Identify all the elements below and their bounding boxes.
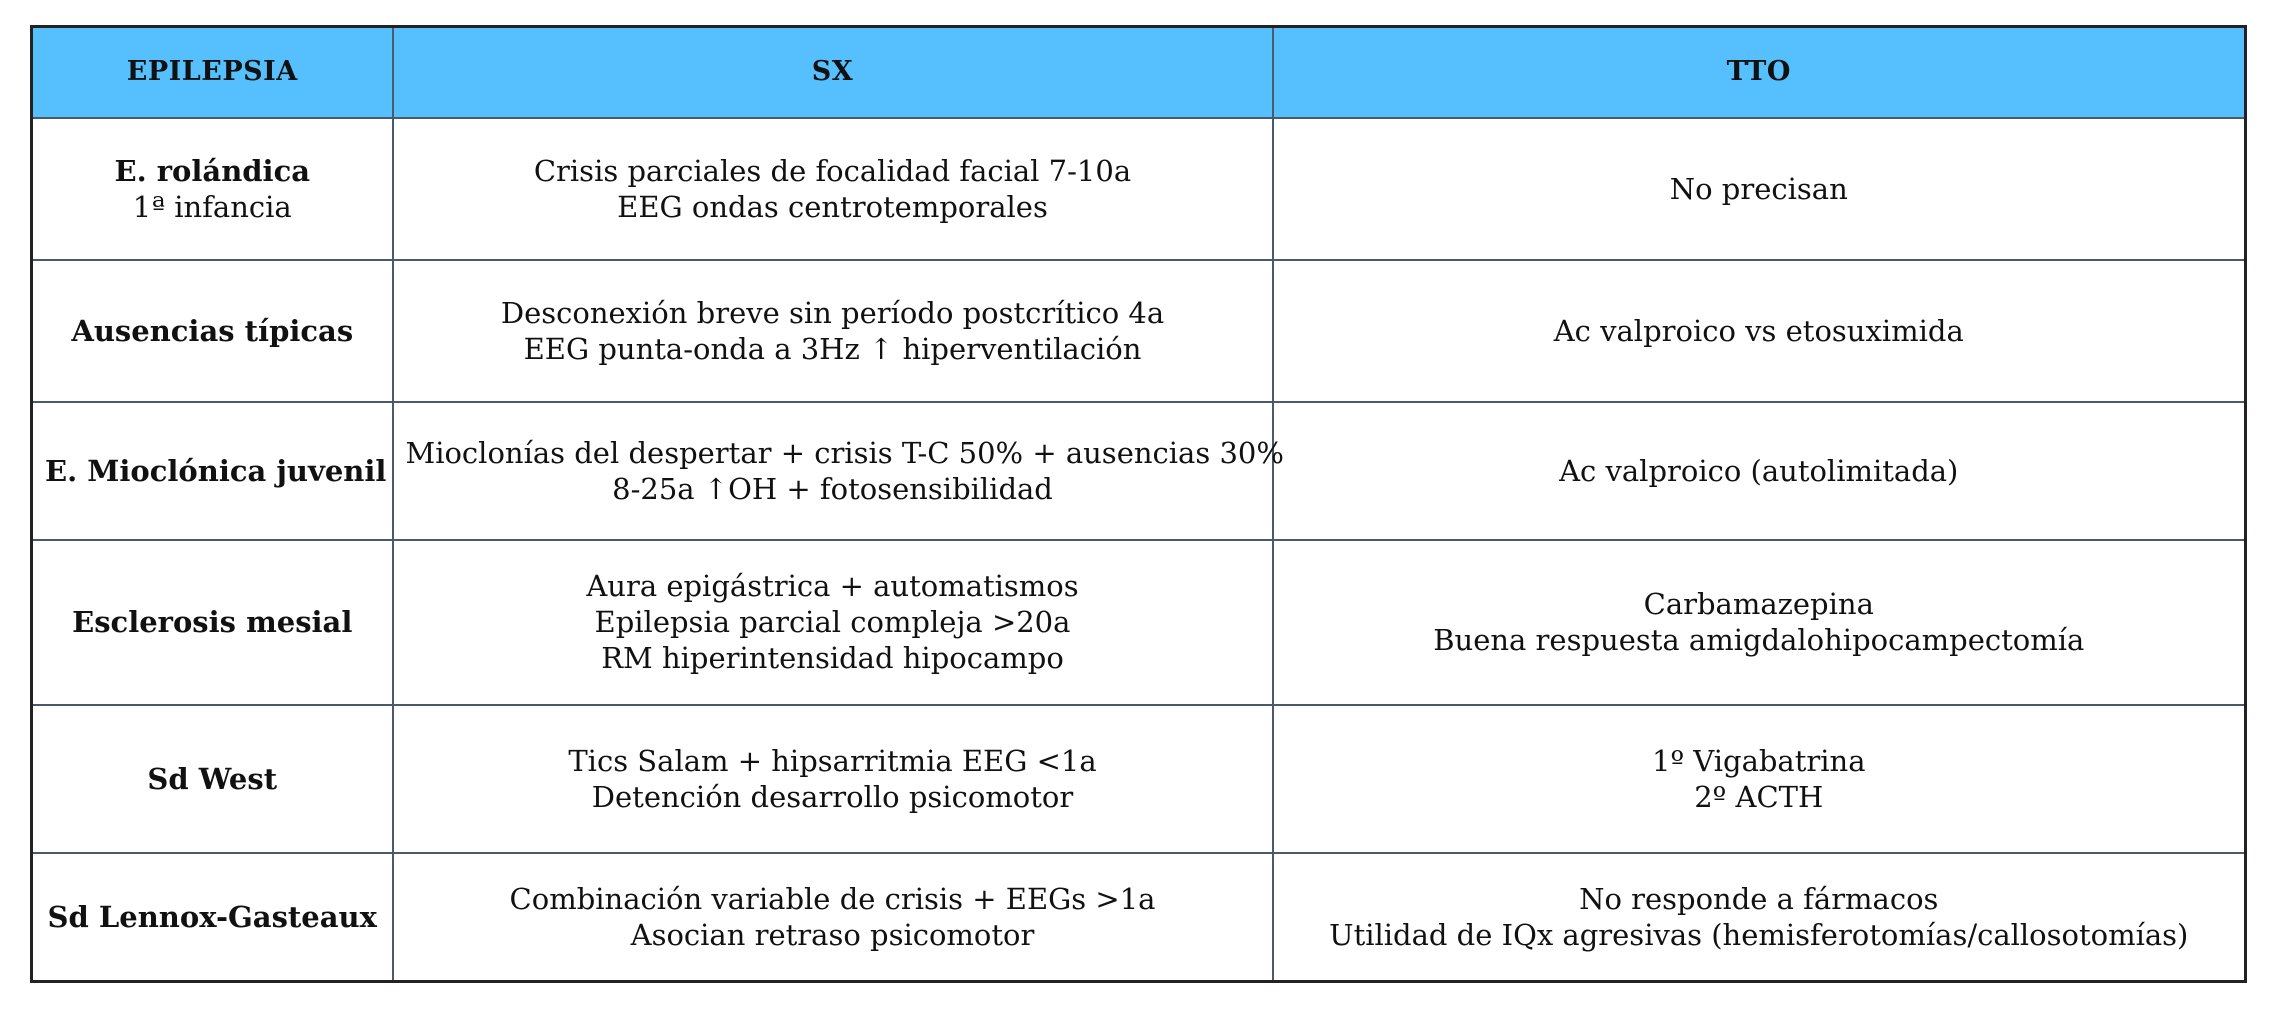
tto-line: Buena respuesta amigdalohipocampectomía: [1433, 623, 2085, 657]
sx-line: Combinación variable de crisis + EEGs >1a: [509, 881, 1156, 916]
header-tto: TTO: [1273, 27, 2246, 118]
sx-line: Crisis parciales de focalidad facial 7-10a: [533, 153, 1132, 188]
cell-tto: [1273, 402, 2246, 540]
sx-line: RM hiperintensidad hipocampo: [601, 641, 1064, 675]
epilepsy-table: [30, 25, 2247, 983]
sx-line: Mioclonías del despertar + crisis T-C 50% + ausencias 30%: [405, 435, 1284, 470]
tto-line: Carbamazepina: [1643, 587, 1874, 621]
cell-epilepsia: [32, 853, 393, 982]
epilepsy-name: Ausencias típicas: [71, 313, 354, 348]
table-row: [32, 118, 2246, 260]
cell-tto: [1273, 118, 2246, 260]
header-epilepsia: EPILEPSIA: [32, 27, 393, 118]
cell-sx: [393, 260, 1273, 402]
cell-tto: [1273, 540, 2246, 705]
cell-epilepsia: [32, 540, 393, 705]
epilepsy-name: Sd Lennox-Gasteaux: [47, 899, 377, 934]
sx-line: Asocian retraso psicomotor: [630, 917, 1035, 952]
cell-sx: [393, 118, 1273, 260]
header-row: [32, 27, 2246, 118]
table-row: [32, 540, 2246, 705]
tto-line: No responde a fármacos: [1579, 881, 1939, 916]
epilepsy-name: E. rolándica: [114, 153, 311, 188]
sx-line: Desconexión breve sin período postcrítico 4a: [500, 295, 1165, 330]
table-row: [32, 402, 2246, 540]
cell-tto: [1273, 705, 2246, 853]
epilepsy-subtitle: 1ª infancia: [132, 189, 292, 224]
table-row: [32, 853, 2246, 982]
sx-line: EEG ondas centrotemporales: [617, 189, 1048, 224]
tto-line: 2º ACTH: [1694, 779, 1824, 814]
table-row: [32, 260, 2246, 402]
tto-line: No precisan: [1669, 171, 1848, 206]
sx-line: Epilepsia parcial compleja >20a: [594, 605, 1071, 639]
sx-line: EEG punta-onda a 3Hz ↑ hiperventilación: [523, 331, 1142, 366]
cell-epilepsia: [32, 118, 393, 260]
cell-sx: [393, 705, 1273, 853]
sx-line: Detención desarrollo psicomotor: [591, 779, 1074, 814]
cell-epilepsia: [32, 402, 393, 540]
cell-tto: [1273, 260, 2246, 402]
tto-line: Ac valproico vs etosuximida: [1553, 313, 1964, 348]
epilepsy-name: Sd West: [147, 761, 278, 796]
tto-line: 1º Vigabatrina: [1652, 743, 1866, 778]
cell-sx: [393, 402, 1284, 540]
cell-sx: [393, 853, 1273, 982]
tto-line: Utilidad de IQx agresivas (hemisferotomías/callosotomías): [1329, 917, 2189, 952]
cell-epilepsia: [32, 260, 393, 402]
cell-epilepsia: [32, 705, 393, 853]
tto-line: Ac valproico (autolimitada): [1559, 453, 1959, 488]
sx-line: Tics Salam + hipsarritmia EEG <1a: [568, 743, 1097, 778]
cell-sx: [393, 540, 1273, 705]
epilepsy-name: Esclerosis mesial: [72, 605, 353, 639]
sx-line: Aura epigástrica + automatismos: [586, 569, 1079, 603]
header-sx: SX: [393, 27, 1273, 118]
epilepsy-name: E. Mioclónica juvenil: [45, 453, 387, 488]
table-row: [32, 705, 2246, 853]
epilepsy-table-container: [30, 25, 2244, 980]
sx-line: 8-25a ↑OH + fotosensibilidad: [612, 471, 1053, 506]
cell-tto: [1273, 853, 2246, 982]
